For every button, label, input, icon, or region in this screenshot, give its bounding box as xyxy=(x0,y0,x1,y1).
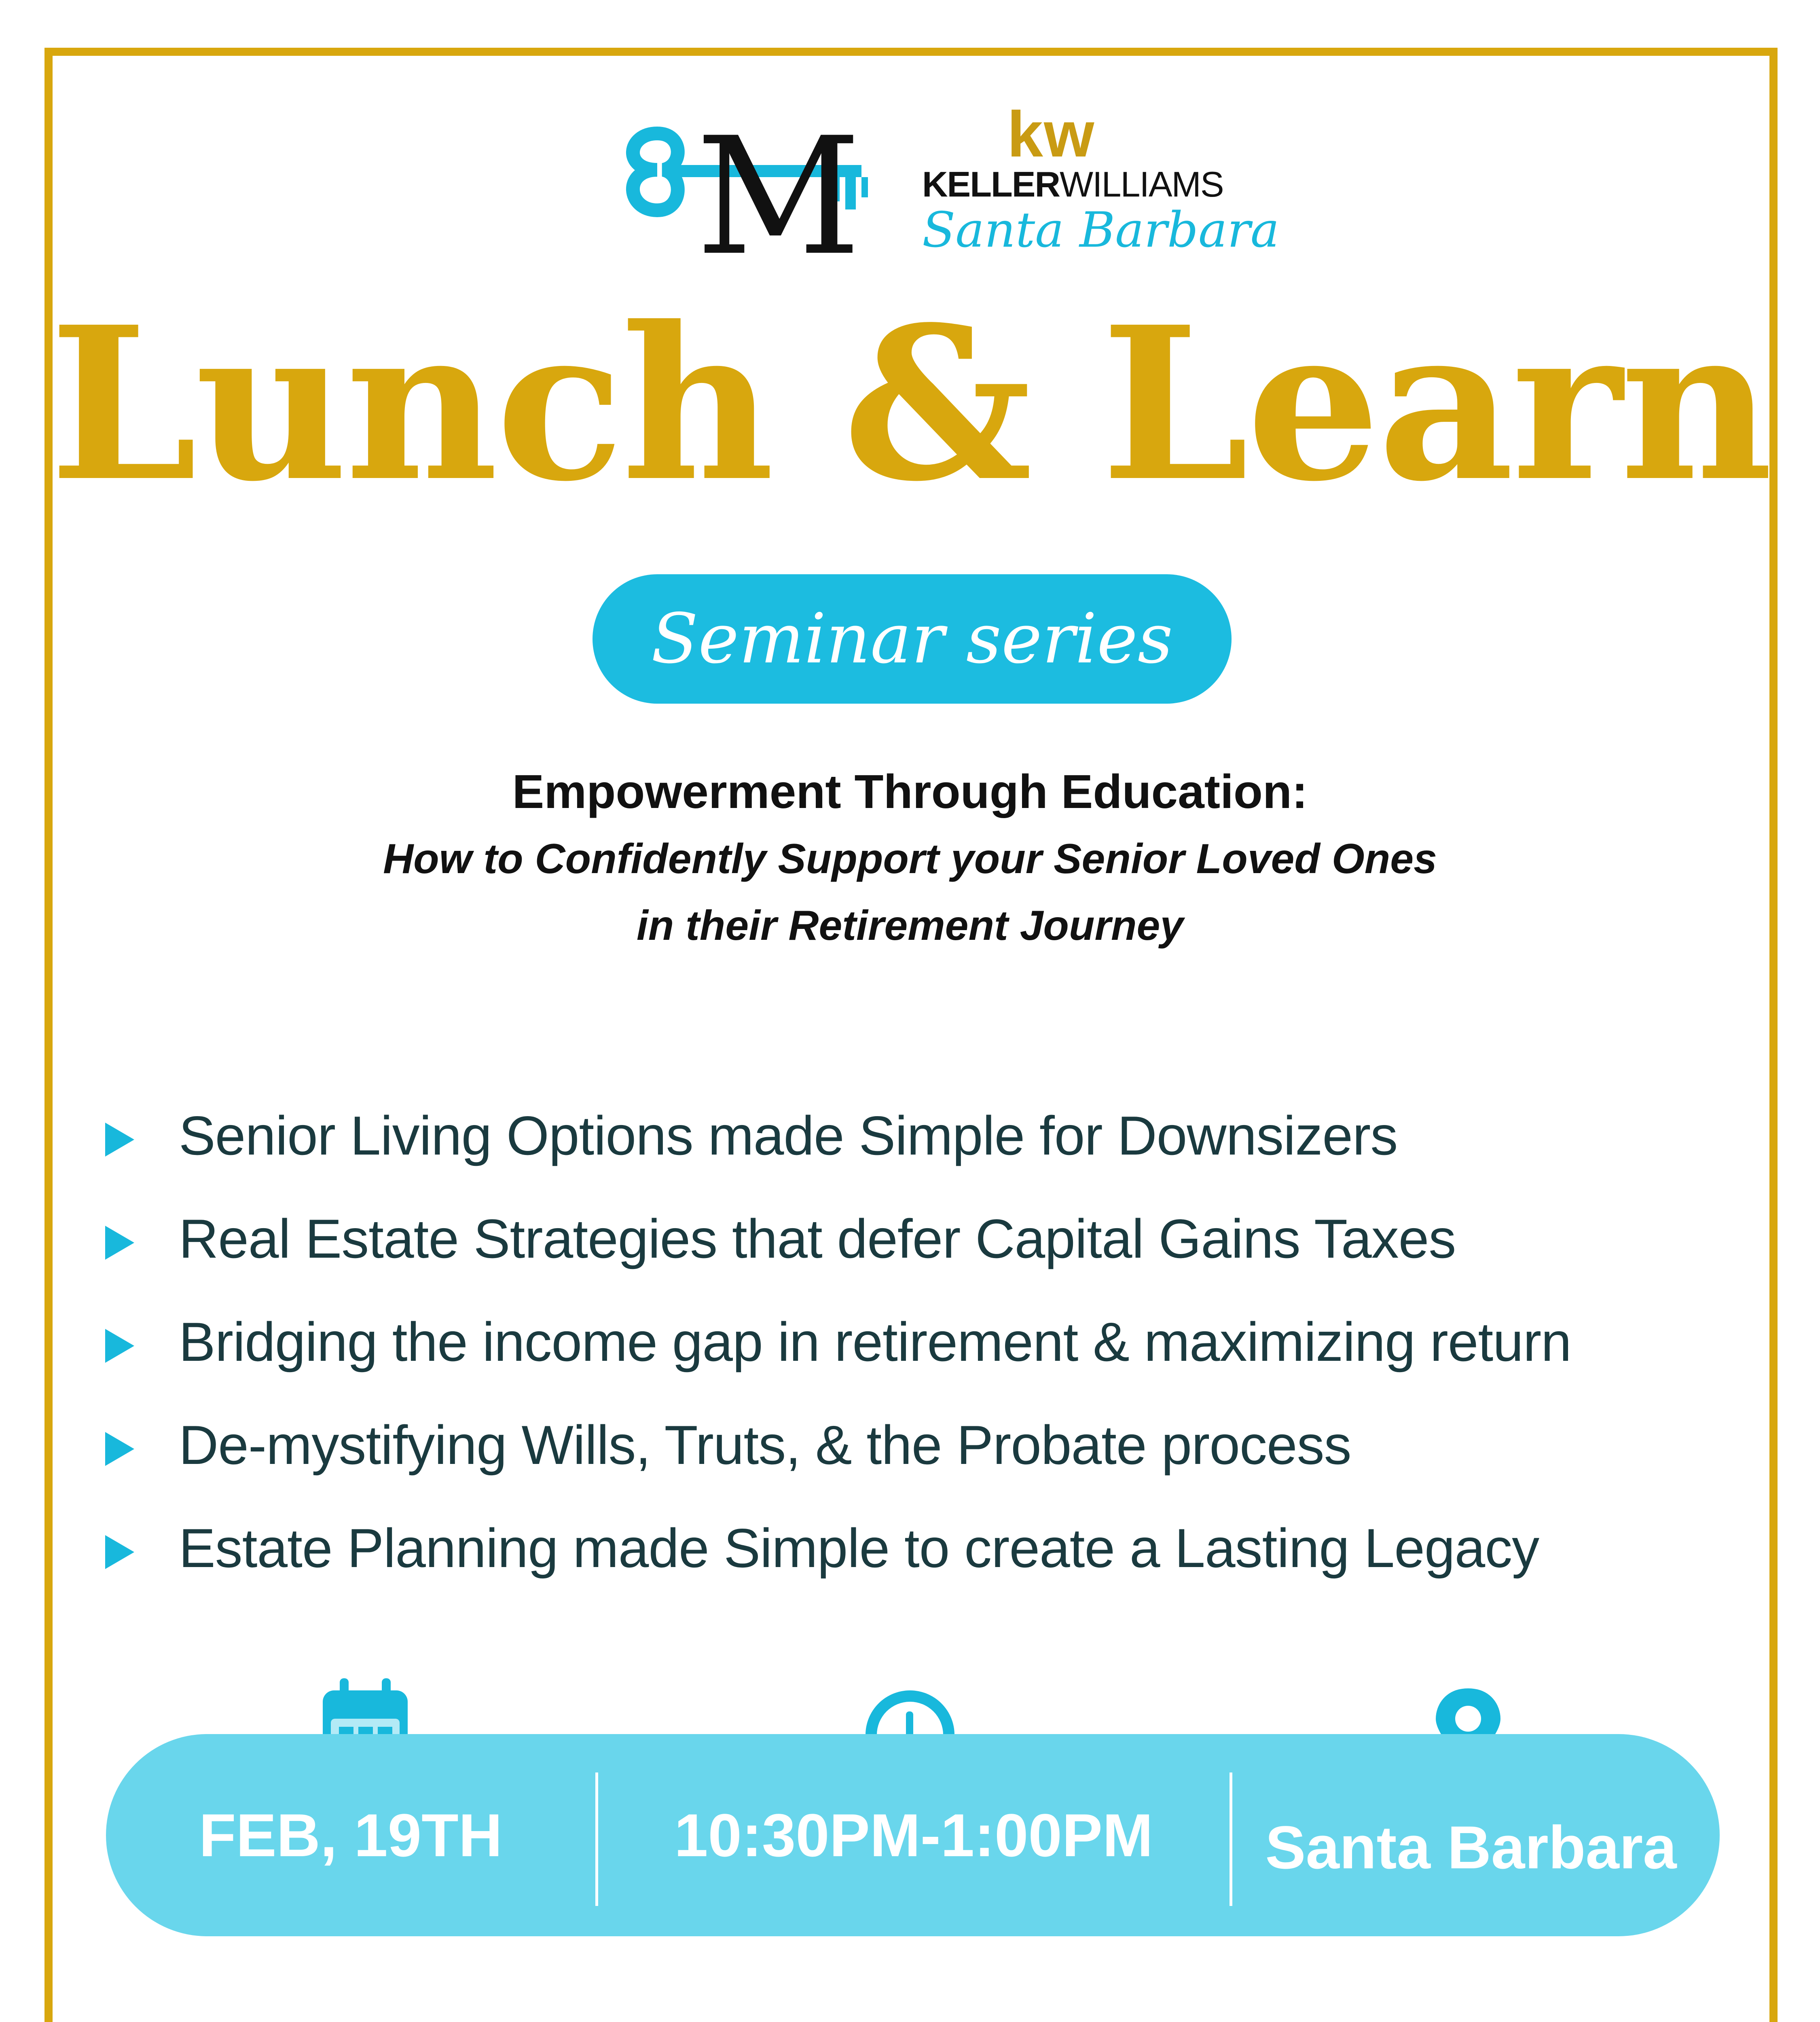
list-item-text: Senior Living Options made Simple for Downsizers xyxy=(179,1104,1398,1166)
arrow-bullet-icon xyxy=(105,1535,134,1569)
subtitle-line-1: How to Confidently Support your Senior Loved Ones xyxy=(383,835,1437,882)
list-item-text: Estate Planning made Simple to create a Lasting Legacy xyxy=(179,1517,1539,1579)
subtitle-line-2: in their Retirement Journey xyxy=(636,902,1184,949)
mara-key-logo xyxy=(619,109,878,263)
list-item xyxy=(105,1187,1763,1290)
subtitle-heading: Empowerment Through Education: xyxy=(512,765,1308,819)
arrow-bullet-icon xyxy=(105,1432,134,1466)
event-date: FEB, 19TH xyxy=(199,1801,503,1869)
list-item-text: De-mystifying Wills, Truts, & the Probate process xyxy=(179,1414,1351,1476)
event-time: 10:30PM-1:00PM xyxy=(674,1801,1153,1869)
list-item xyxy=(105,1496,1763,1599)
logo-letter: M xyxy=(696,109,861,263)
key-icon xyxy=(619,109,878,263)
kw-name: KELLERWILLIAMS xyxy=(922,164,1223,204)
kw-city: Santa Barbara xyxy=(922,202,1280,258)
list-item xyxy=(105,1084,1763,1187)
arrow-bullet-icon xyxy=(105,1123,134,1157)
seminar-series-badge xyxy=(593,574,1232,704)
arrow-bullet-icon xyxy=(105,1329,134,1363)
keller-williams-logo xyxy=(914,97,1280,287)
list-item-text: Bridging the income gap in retirement & maximizing return xyxy=(179,1311,1571,1373)
list-item xyxy=(105,1290,1763,1393)
badge-label: Seminar series xyxy=(651,599,1173,679)
divider xyxy=(595,1772,598,1906)
event-location: Santa Barbara xyxy=(1265,1813,1677,1881)
arrow-bullet-icon xyxy=(105,1226,134,1260)
divider xyxy=(1230,1772,1232,1906)
kw-mark: kw xyxy=(1007,98,1095,170)
topic-list xyxy=(105,1084,1763,1599)
list-item-text: Real Estate Strategies that defer Capital Gains Taxes xyxy=(179,1208,1456,1269)
event-details-bar xyxy=(106,1734,1720,1936)
list-item xyxy=(105,1393,1763,1496)
page-title: Lunch & Learn xyxy=(49,281,1771,528)
